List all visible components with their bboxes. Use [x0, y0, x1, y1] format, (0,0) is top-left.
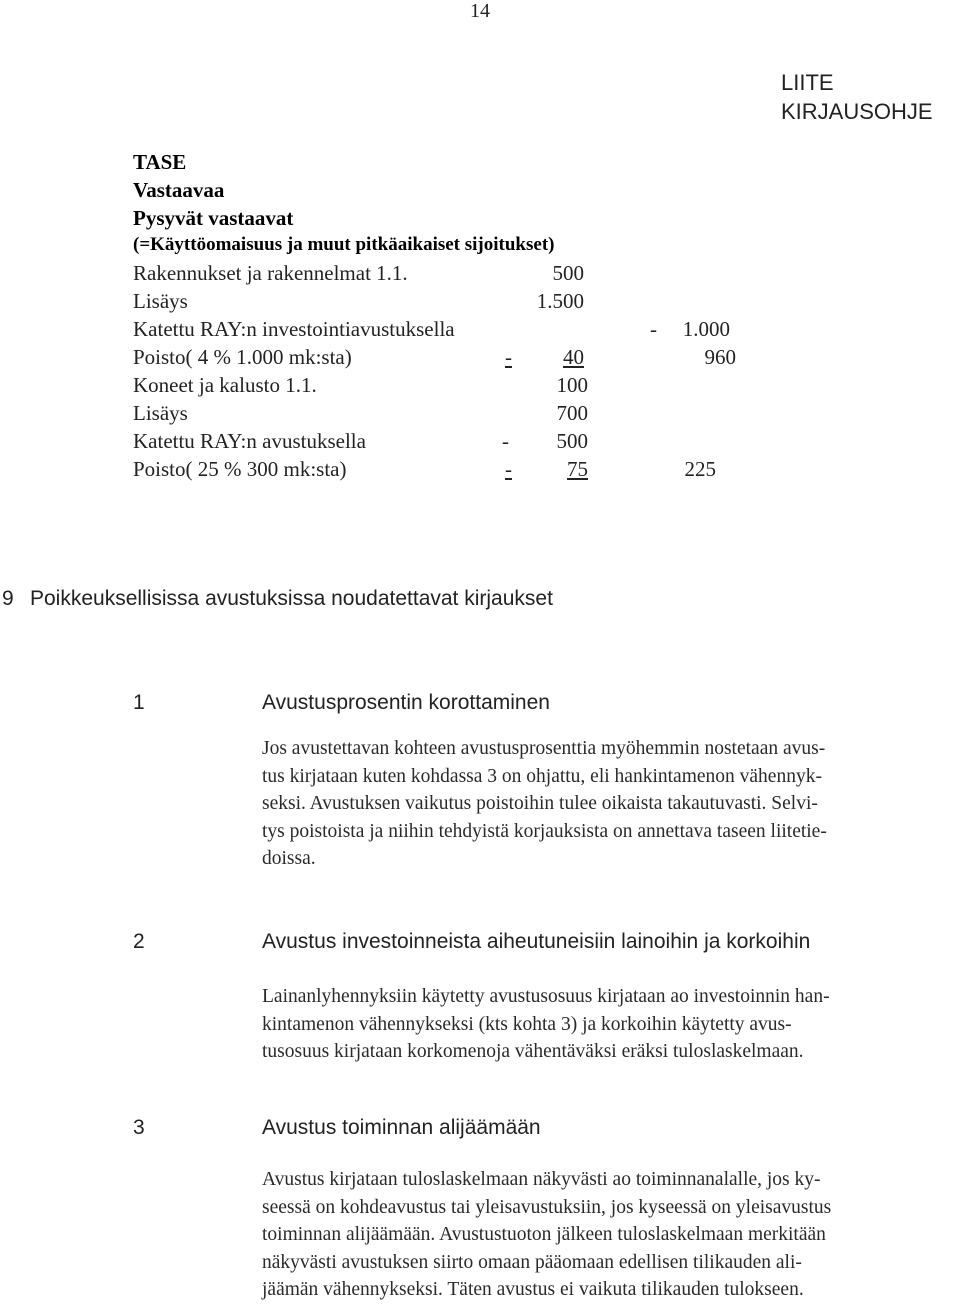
section-title: Avustus investoinneista aiheutuneisiin lainoihin ja korkoihin: [262, 930, 811, 953]
section-number: 2: [133, 930, 145, 953]
balance-row-amount: 500: [552, 261, 584, 285]
section-paragraph: [262, 983, 956, 1066]
balance-row-label: Lisäys: [133, 401, 188, 425]
balance-sheet-section: Pysyvät vastaavat: [133, 206, 294, 230]
paragraph-line: kintamenon vähennykseksi (kts kohta 3) ja korkoihin käytetty avus-: [262, 1013, 792, 1035]
balance-row-amount: 1.500: [536, 289, 584, 313]
chapter-number: 9: [2, 587, 14, 610]
section-title: Avustusprosentin korottaminen: [262, 691, 550, 714]
section-number: 1: [133, 691, 145, 714]
section-title: Avustus toiminnan alijäämään: [262, 1116, 541, 1139]
section-paragraph: [262, 1166, 956, 1304]
paragraph-line: näkyvästi avustuksen siirto omaan pääomaan edellisen tilikauden ali-: [262, 1251, 802, 1273]
paragraph-line: tus kirjataan kuten kohdassa 3 on ohjattu, eli hankintamenon vähennyk-: [262, 765, 822, 787]
balance-row-amount: 1.000: [682, 317, 730, 341]
chapter-title: Poikkeuksellisissa avustuksissa noudatettavat kirjaukset: [30, 587, 553, 610]
balance-row-label: Poisto( 4 % 1.000 mk:sta): [133, 345, 352, 369]
balance-sheet-title: TASE: [133, 150, 187, 174]
balance-row-amount: 700: [556, 401, 588, 425]
paragraph-line: seksi. Avustuksen vaikutus poistoihin tulee oikaista takautuvasti. Selvi-: [262, 793, 818, 814]
balance-row-amount: 40: [563, 345, 584, 369]
balance-row-total: 225: [684, 457, 716, 481]
balance-row-sign: -: [502, 429, 509, 453]
paragraph-line: tys poistoista ja niihin tehdyistä korjauksista on annettava taseen liitetie-: [262, 820, 827, 842]
balance-row-sign: -: [505, 457, 512, 481]
appendix-line-2: KIRJAUSOHJE: [781, 99, 933, 124]
balance-row-label: Rakennukset ja rakennelmat 1.1.: [133, 261, 408, 285]
paragraph-line: jäämän vähennykseksi. Täten avustus ei vaikuta tilikauden tulokseen.: [262, 1279, 804, 1300]
section-paragraph: [262, 735, 956, 873]
paragraph-line: tusosuus kirjataan korkomenoja vähentäväksi eräksi tuloslaskelmaan.: [262, 1041, 804, 1062]
balance-row-label: Lisäys: [133, 289, 188, 313]
appendix-line-1: LIITE: [781, 70, 834, 95]
balance-row-sign: -: [505, 345, 512, 369]
balance-row-label: Poisto( 25 % 300 mk:sta): [133, 457, 347, 481]
balance-row-sign: -: [650, 317, 657, 341]
paragraph-line: Jos avustettavan kohteen avustusprosenttia myöhemmin nostetaan avus-: [262, 738, 826, 759]
appendix-label: [781, 68, 933, 126]
balance-row-amount: 75: [567, 457, 588, 481]
page-number: 14: [470, 0, 490, 22]
paragraph-line: Avustus kirjataan tuloslaskelmaan näkyvästi ao toiminnanalalle, jos ky-: [262, 1169, 821, 1190]
paragraph-line: Lainanlyhennyksiin käytetty avustusosuus kirjataan ao investoinnin han-: [262, 986, 830, 1007]
balance-row-label: Katettu RAY:n investointiavustuksella: [133, 317, 455, 341]
balance-row-label: Koneet ja kalusto 1.1.: [133, 373, 317, 397]
balance-row-amount: 100: [556, 373, 588, 397]
paragraph-line: doissa.: [262, 848, 316, 869]
balance-row-total: 960: [704, 345, 736, 369]
balance-row-amount: 500: [556, 429, 588, 453]
paragraph-line: toiminnan alijäämään. Avustustuoton jälkeen tuloslaskelmaan merkitään: [262, 1224, 826, 1245]
balance-row-label: Katettu RAY:n avustuksella: [133, 429, 366, 453]
balance-sheet-subtitle: Vastaavaa: [133, 178, 225, 202]
paragraph-line: seessä on kohdeavustus tai yleisavustuksiin, jos kyseessä on yleisavustus: [262, 1196, 832, 1218]
balance-sheet-section-note: (=Käyttöomaisuus ja muut pitkäaikaiset sijoitukset): [133, 234, 555, 255]
section-number: 3: [133, 1116, 145, 1139]
